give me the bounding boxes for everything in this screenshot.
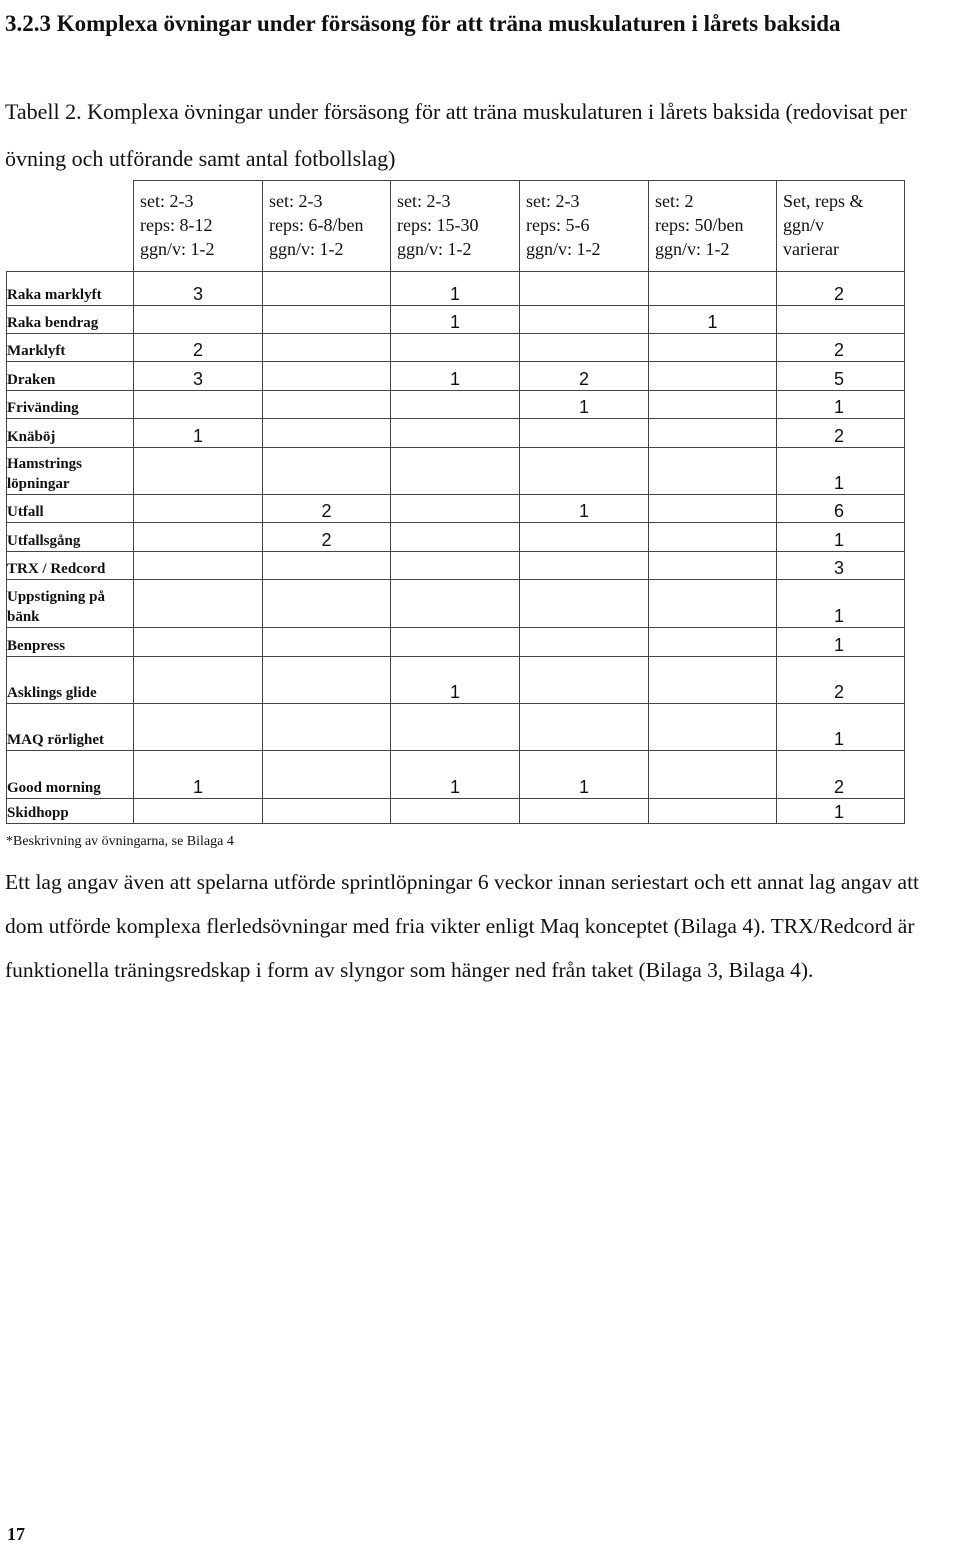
- cell-value: 1: [777, 704, 905, 751]
- row-label-line: Hamstrings: [7, 456, 82, 472]
- row-label: [7, 419, 134, 448]
- table-row: [7, 799, 905, 824]
- cell-value: [391, 419, 520, 448]
- cell-value: 1: [520, 495, 649, 523]
- table-row: [7, 272, 905, 306]
- cell-value: [263, 580, 391, 628]
- cell-value: [263, 704, 391, 751]
- cell-value: [649, 448, 777, 495]
- cell-value: [520, 306, 649, 334]
- cell-value: [134, 448, 263, 495]
- cell-value: [391, 799, 520, 824]
- cell-value: 2: [777, 751, 905, 799]
- cell-value: 2: [777, 272, 905, 306]
- row-label-line: Good morning: [7, 780, 101, 796]
- row-label-line: Draken: [7, 372, 56, 388]
- cell-value: [391, 495, 520, 523]
- cell-value: [263, 419, 391, 448]
- table-row: [7, 552, 905, 580]
- cell-value: 1: [777, 628, 905, 657]
- cell-value: 3: [134, 362, 263, 391]
- column-header-line: set: 2-3: [526, 191, 580, 211]
- column-header-line: reps: 5-6: [526, 215, 590, 235]
- column-header-line: ggn/v: 1-2: [397, 239, 472, 259]
- row-label-line: Asklings glide: [7, 685, 97, 701]
- cell-value: [391, 580, 520, 628]
- column-header-line: ggn/v: 1-2: [269, 239, 344, 259]
- column-header-1: [134, 181, 263, 272]
- cell-value: [134, 704, 263, 751]
- cell-value: [134, 306, 263, 334]
- cell-value: [649, 419, 777, 448]
- column-header-line: ggn/v: 1-2: [655, 239, 730, 259]
- cell-value: [263, 391, 391, 419]
- row-label-line: löpningar: [7, 476, 70, 492]
- column-header-4: [520, 181, 649, 272]
- cell-value: [649, 799, 777, 824]
- cell-value: [263, 334, 391, 362]
- column-header-line: ggn/v: 1-2: [140, 239, 215, 259]
- row-label: [7, 448, 134, 495]
- cell-value: [134, 495, 263, 523]
- row-label: [7, 272, 134, 306]
- cell-value: 1: [777, 391, 905, 419]
- cell-value: 1: [777, 799, 905, 824]
- column-header-line: Set, reps &: [783, 191, 864, 211]
- row-label: [7, 704, 134, 751]
- cell-value: 1: [134, 419, 263, 448]
- cell-value: 3: [134, 272, 263, 306]
- cell-value: [520, 448, 649, 495]
- column-header-line: ggn/v: 1-2: [526, 239, 601, 259]
- row-label-line: Uppstigning på: [7, 589, 105, 605]
- cell-value: 2: [777, 334, 905, 362]
- row-label-line: Raka bendrag: [7, 315, 99, 331]
- cell-value: 2: [134, 334, 263, 362]
- cell-value: [520, 799, 649, 824]
- cell-value: [134, 799, 263, 824]
- column-header-line: set: 2: [655, 191, 694, 211]
- cell-value: [391, 704, 520, 751]
- column-header-line: set: 2-3: [397, 191, 451, 211]
- table-row: [7, 334, 905, 362]
- cell-value: 1: [777, 448, 905, 495]
- cell-value: [134, 552, 263, 580]
- column-header-line: reps: 6-8/ben: [269, 215, 364, 235]
- row-label-line: TRX / Redcord: [7, 561, 106, 577]
- column-header-5: [649, 181, 777, 272]
- cell-value: [391, 628, 520, 657]
- cell-value: [134, 628, 263, 657]
- cell-value: [391, 448, 520, 495]
- cell-value: [649, 334, 777, 362]
- cell-value: 2: [777, 657, 905, 704]
- cell-value: 1: [520, 391, 649, 419]
- cell-value: 2: [263, 523, 391, 552]
- cell-value: [263, 751, 391, 799]
- column-header-line: varierar: [783, 239, 839, 259]
- row-label: [7, 391, 134, 419]
- table-row: [7, 657, 905, 704]
- row-label-line: Utfall: [7, 504, 44, 520]
- row-label-line: Marklyft: [7, 343, 66, 359]
- cell-value: [649, 391, 777, 419]
- column-header-line: reps: 50/ben: [655, 215, 744, 235]
- cell-value: [649, 580, 777, 628]
- row-label: [7, 334, 134, 362]
- table-row: [7, 391, 905, 419]
- cell-value: 2: [777, 419, 905, 448]
- cell-value: [649, 523, 777, 552]
- cell-value: 1: [520, 751, 649, 799]
- table-row: [7, 362, 905, 391]
- cell-value: [391, 552, 520, 580]
- table-row: [7, 523, 905, 552]
- row-label-line: Knäböj: [7, 429, 56, 445]
- column-header-3: [391, 181, 520, 272]
- cell-value: [391, 523, 520, 552]
- cell-value: 6: [777, 495, 905, 523]
- cell-value: 1: [649, 306, 777, 334]
- row-label: [7, 362, 134, 391]
- row-label-line: MAQ rörlighet: [7, 732, 105, 748]
- cell-value: [649, 272, 777, 306]
- table-caption: Tabell 2. Komplexa övningar under försäsong för att träna muskulaturen i lårets baksida (redovisat per övning och utförande samt antal fotbollslag): [5, 99, 908, 171]
- table-row: [7, 751, 905, 799]
- cell-value: 1: [391, 306, 520, 334]
- cell-value: [520, 272, 649, 306]
- cell-value: [263, 657, 391, 704]
- exercise-table: [6, 180, 905, 824]
- cell-value: 1: [134, 751, 263, 799]
- cell-value: [649, 751, 777, 799]
- cell-value: [134, 391, 263, 419]
- column-header-line: reps: 15-30: [397, 215, 479, 235]
- cell-value: [391, 334, 520, 362]
- cell-value: [263, 362, 391, 391]
- row-label: [7, 657, 134, 704]
- cell-value: [263, 306, 391, 334]
- row-label: [7, 495, 134, 523]
- row-label: [7, 799, 134, 824]
- table-row: [7, 580, 905, 628]
- cell-value: [649, 552, 777, 580]
- cell-value: [263, 552, 391, 580]
- row-label: [7, 306, 134, 334]
- table-row: [7, 628, 905, 657]
- table-row: [7, 306, 905, 334]
- table-row: [7, 448, 905, 495]
- table-row: [7, 495, 905, 523]
- header-corner: [7, 181, 134, 272]
- column-header-line: reps: 8-12: [140, 215, 213, 235]
- row-label: [7, 552, 134, 580]
- cell-value: 3: [777, 552, 905, 580]
- cell-value: [649, 362, 777, 391]
- column-header-6: [777, 181, 905, 272]
- header-row: [7, 181, 905, 272]
- row-label-line: Frivänding: [7, 400, 79, 416]
- row-label-line: Utfallsgång: [7, 533, 81, 549]
- row-label-line: Skidhopp: [7, 805, 69, 821]
- cell-value: [520, 523, 649, 552]
- cell-value: 1: [391, 272, 520, 306]
- cell-value: [263, 799, 391, 824]
- cell-value: [777, 306, 905, 334]
- cell-value: 2: [263, 495, 391, 523]
- cell-value: 1: [777, 580, 905, 628]
- row-label-line: Raka marklyft: [7, 287, 102, 303]
- table-footnote: *Beskrivning av övningarna, se Bilaga 4: [6, 834, 234, 849]
- cell-value: [649, 704, 777, 751]
- row-label: [7, 580, 134, 628]
- table-header: [7, 181, 905, 272]
- row-label-line: bänk: [7, 609, 40, 625]
- table-body: [7, 272, 905, 824]
- section-heading: 3.2.3 Komplexa övningar under försäsong för att träna muskulaturen i lårets baksida: [5, 11, 841, 36]
- cell-value: [520, 334, 649, 362]
- table-row: [7, 419, 905, 448]
- cell-value: [520, 580, 649, 628]
- column-header-2: [263, 181, 391, 272]
- cell-value: [520, 657, 649, 704]
- cell-value: [134, 523, 263, 552]
- cell-value: [263, 272, 391, 306]
- cell-value: 5: [777, 362, 905, 391]
- column-header-line: ggn/v: [783, 215, 825, 235]
- row-label: [7, 523, 134, 552]
- cell-value: [649, 628, 777, 657]
- cell-value: 1: [391, 362, 520, 391]
- row-label: [7, 628, 134, 657]
- cell-value: 2: [520, 362, 649, 391]
- cell-value: 1: [391, 751, 520, 799]
- cell-value: [520, 552, 649, 580]
- cell-value: [649, 495, 777, 523]
- column-header-line: set: 2-3: [140, 191, 194, 211]
- cell-value: [134, 657, 263, 704]
- table-row: [7, 704, 905, 751]
- cell-value: [520, 704, 649, 751]
- cell-value: [391, 391, 520, 419]
- cell-value: 1: [391, 657, 520, 704]
- cell-value: [520, 628, 649, 657]
- page-number: 17: [7, 1524, 25, 1544]
- cell-value: [520, 419, 649, 448]
- cell-value: [134, 580, 263, 628]
- cell-value: [263, 628, 391, 657]
- cell-value: [649, 657, 777, 704]
- cell-value: 1: [777, 523, 905, 552]
- cell-value: [263, 448, 391, 495]
- row-label-line: Benpress: [7, 638, 66, 654]
- body-paragraph: Ett lag angav även att spelarna utförde sprintlöpningar 6 veckor innan seriestart och ett annat lag angav att dom utförde komplexa flerledsövningar med fria vikter enligt Maq konceptet (Bilaga 4). TRX/Redcord är funktionella träningsredskap i form av slyngor som hänger ned från taket (Bilaga 3, Bilaga 4).: [5, 870, 920, 983]
- row-label: [7, 751, 134, 799]
- column-header-line: set: 2-3: [269, 191, 323, 211]
